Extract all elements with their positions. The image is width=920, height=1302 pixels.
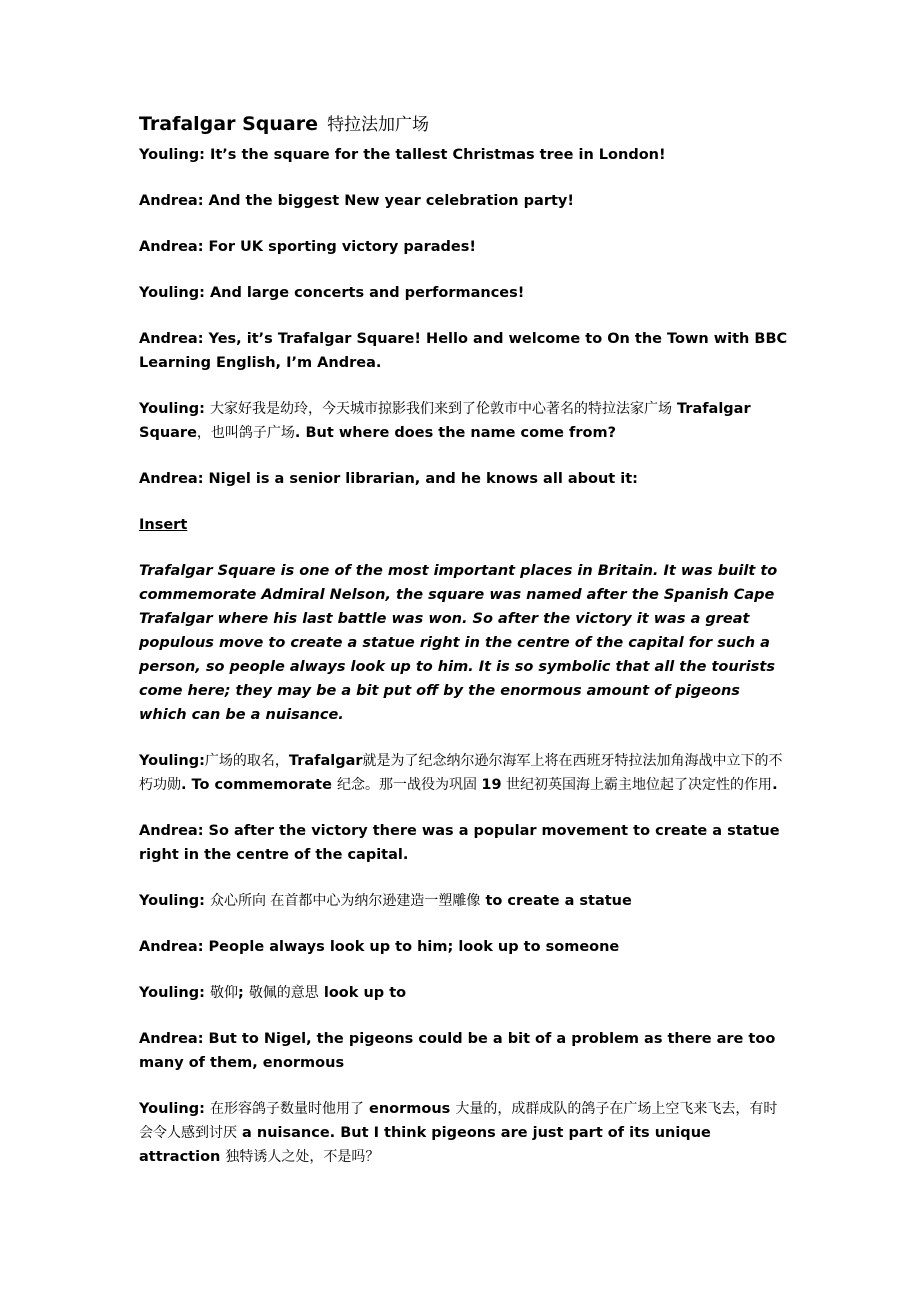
speaker-label: Youling: — [139, 753, 205, 769]
english-text: ; — [237, 985, 249, 1001]
chinese-text: 就是为了纪念纳尔逊尔海军上将在西班牙特拉法加角海战中立下的不朽功勋 — [139, 753, 783, 793]
dialogue-line-6 — [139, 397, 789, 445]
dialogue-line-11: Andrea: People always look up to him; look up to someone — [139, 939, 620, 955]
english-text: . To commemorate — [181, 777, 337, 793]
english-text: . — [772, 777, 778, 793]
chinese-text: ，也叫鸽子广场 — [196, 425, 295, 441]
dialogue-line-4: Youling: And large concerts and performances! — [139, 285, 525, 301]
english-text: Trafalgar — [288, 753, 363, 769]
document-body — [139, 110, 789, 1191]
chinese-text: 独特诱人之处，不是吗？ — [225, 1149, 380, 1165]
english-text: to create a statue — [480, 893, 632, 909]
dialogue-line-14 — [139, 1097, 789, 1169]
dialogue-line-13: Andrea: But to Nigel, the pigeons could be a bit of a problem as there are too many of them, enormous — [139, 1031, 776, 1071]
dialogue-line-12 — [139, 981, 789, 1005]
dialogue-line-2: Andrea: And the biggest New year celebration party! — [139, 193, 574, 209]
document-title — [139, 110, 789, 139]
speaker-label: Youling: — [139, 1101, 210, 1117]
dialogue-line-10 — [139, 889, 789, 913]
english-text: look up to — [318, 985, 407, 1001]
english-text: enormous — [363, 1101, 456, 1117]
dialogue-line-3: Andrea: For UK sporting victory parades! — [139, 239, 476, 255]
chinese-text: 世纪初英国海上霸主地位起了决定性的作用 — [501, 777, 773, 793]
english-text: Trafalgar Square — [139, 401, 751, 441]
speaker-label: Youling: — [139, 401, 210, 417]
chinese-text: 大家好我是幼玲，今天城市掠影我们来到了伦敦市中心著名的特拉法家广场 — [209, 401, 672, 417]
chinese-text: 众心所向 在首都中心为纳尔逊建造一塑雕像 — [209, 893, 481, 909]
dialogue-line-8 — [139, 749, 789, 797]
dialogue-line-5: Andrea: Yes, it’s Trafalgar Square! Hello and welcome to On the Town with BBC Learning English, I’m Andrea. — [139, 331, 788, 371]
insert-heading: Insert — [139, 517, 188, 533]
chinese-text: 敬佩的意思 — [248, 985, 319, 1001]
title-chinese: 特拉法加广场 — [327, 115, 430, 135]
english-text: a nuisance. But I think pigeons are just part of its unique attraction — [139, 1125, 711, 1165]
chinese-text: 敬仰 — [209, 985, 238, 1001]
title-english: Trafalgar Square — [139, 113, 318, 135]
speaker-label: Youling: — [139, 985, 210, 1001]
dialogue-line-1: Youling: It’s the square for the tallest Christmas tree in London! — [139, 147, 666, 163]
insert-quote: Trafalgar Square is one of the most important places in Britain. It was built to commemorate Admiral Nelson, the square was named after the Spanish Cape Trafalgar where his last battle was won. So after the victory it was a great populous move to create a statue right in the centre of the capital for such a person, so people always look up to him. It is so symbolic that all the tourists come here; they may be a bit put off by the enormous amount of pigeons which can be a nuisance. — [139, 563, 778, 723]
dialogue-line-9: Andrea: So after the victory there was a popular movement to create a statue right in the centre of the capital. — [139, 823, 780, 863]
dialogue-line-7: Andrea: Nigel is a senior librarian, and he knows all about it: — [139, 471, 638, 487]
chinese-text: 大量的，成群成队的鸽子在广场上空飞来飞去，有时会令人感到讨厌 — [139, 1101, 778, 1141]
english-text: 19 — [481, 777, 502, 793]
chinese-text: 广场的取名， — [204, 753, 289, 769]
speaker-label: Youling: — [139, 893, 210, 909]
english-text: . But where does the name come from? — [294, 425, 616, 441]
chinese-text: 纪念。那一战役为巩固 — [336, 777, 482, 793]
chinese-text: 在形容鸽子数量时他用了 — [209, 1101, 364, 1117]
